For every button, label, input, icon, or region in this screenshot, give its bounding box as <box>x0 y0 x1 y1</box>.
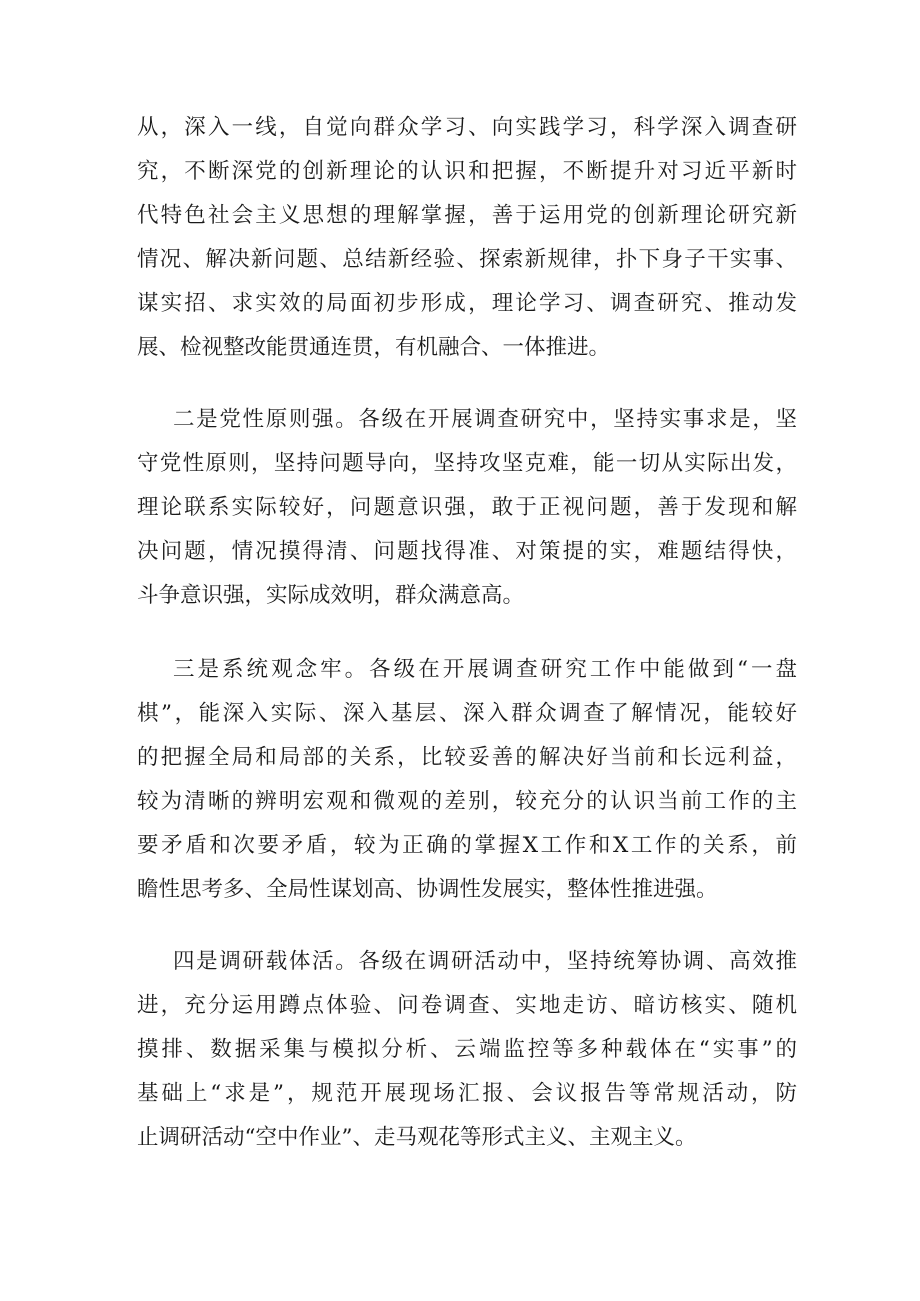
text-line: 止调研活动“空中作业”、走马观花等形式主义、主观主义。 <box>137 1125 697 1150</box>
text-line: 理论联系实际较好，问题意识强，敢于正视问题，善于发现和解 <box>137 495 797 520</box>
text-line: 谋实招、求实效的局面初步形成，理论学习、调查研究、推动发 <box>137 291 797 316</box>
paragraph-continuation <box>137 106 797 370</box>
text-line: 四是调研载体活。各级在调研活动中，坚持统筹协调、高效推 <box>173 949 797 974</box>
text-line: 守党性原则，坚持问题导向，坚持攻坚克难，能一切从实际出发， <box>137 451 797 476</box>
text-line: 的把握全局和局部的关系，比较妥善的解决好当前和长远利益， <box>137 745 797 770</box>
text-line: 三是系统观念牢。各级在开展调查研究工作中能做到“一盘 <box>173 657 797 682</box>
text-line: 从，深入一线，自觉向群众学习、向实践学习，科学深入调查研 <box>137 115 797 140</box>
text-line: 展、检视整改能贯通连贯，有机融合、一体推进。 <box>137 335 611 360</box>
text-line: 要矛盾和次要矛盾，较为正确的掌握X工作和X工作的关系，前 <box>137 833 797 858</box>
text-line: 基础上“求是”，规范开展现场汇报、会议报告等常规活动，防 <box>137 1081 797 1106</box>
text-line: 代特色社会主义思想的理解掌握，善于运用党的创新理论研究新 <box>137 203 797 228</box>
text-line: 斗争意识强，实际成效明，群众满意高。 <box>137 583 525 608</box>
text-line: 情况、解决新问题、总结新经验、探索新规律，扑下身子干实事、 <box>137 247 797 272</box>
text-line: 究，不断深党的创新理论的认识和把握，不断提升对习近平新时 <box>137 159 797 184</box>
paragraph-research-carriers <box>137 940 797 1160</box>
text-line: 摸排、数据采集与模拟分析、云端监控等多种载体在“实事”的 <box>137 1037 797 1062</box>
text-line: 棋”，能深入实际、深入基层、深入群众调查了解情况，能较好 <box>137 701 797 726</box>
text-line: 进，充分运用蹲点体验、问卷调查、实地走访、暗访核实、随机 <box>137 993 797 1018</box>
paragraph-systems-thinking <box>137 648 797 912</box>
text-line: 瞻性思考多、全局性谋划高、协调性发展实，整体性推进强。 <box>137 877 718 902</box>
paragraph-party-principle <box>137 398 797 618</box>
text-line: 决问题，情况摸得清、问题找得准、对策提的实，难题结得快， <box>137 539 797 564</box>
text-line: 较为清晰的辨明宏观和微观的差别，较充分的认识当前工作的主 <box>137 789 797 814</box>
text-line: 二是党性原则强。各级在开展调查研究中，坚持实事求是，坚 <box>173 407 797 432</box>
